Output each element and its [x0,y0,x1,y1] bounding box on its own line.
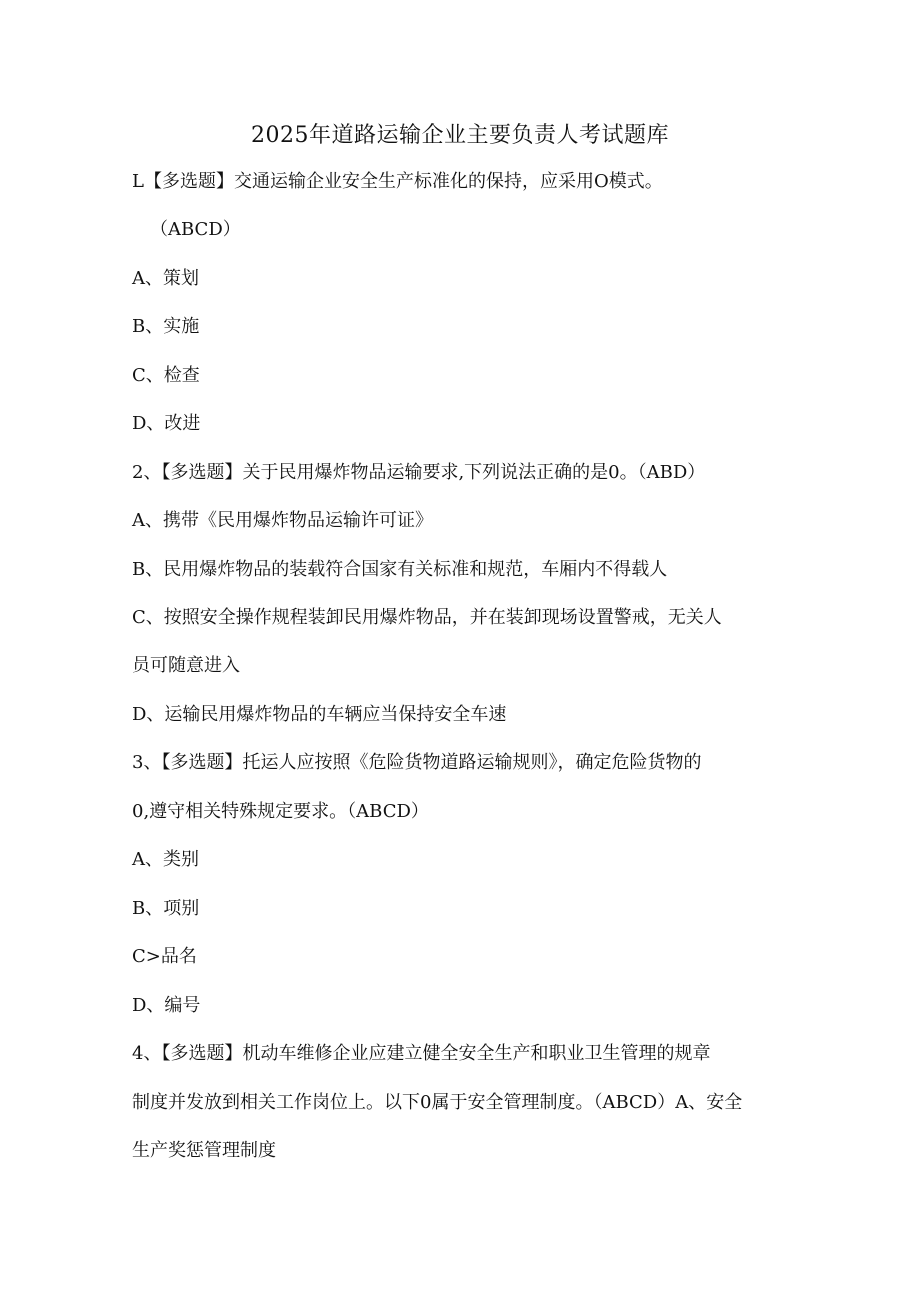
question-1-answer: （ABCD） [150,219,241,240]
question-2-option-c: C、按照安全操作规程装卸民用爆炸物品，并在装卸现场设置警戒，无关人 [132,607,722,628]
question-2-option-d: D、运输民用爆炸物品的车辆应当保持安全车速 [132,704,507,725]
question-4-text: 4、【多选题】机动车维修企业应建立健全安全生产和职业卫生管理的规章 [132,1043,711,1064]
question-4-text-continued: 制度并发放到相关工作岗位上。以下0属于安全管理制度。（ABCD）A、安全 [132,1092,743,1113]
question-2-option-c-continued: 员可随意进入 [132,655,240,676]
question-3-text-continued: 0,遵守相关特殊规定要求。（ABCD） [132,801,429,822]
question-1-option-c: C、检查 [132,365,200,386]
question-1-text: L【多选题】交通运输企业安全生产标准化的保持，应采用O模式。 [132,171,663,192]
question-3-option-a: A、类别 [132,849,199,870]
question-1-option-a: A、策划 [132,268,199,289]
question-4-text-final: 生产奖惩管理制度 [132,1140,276,1161]
question-3-text: 3、【多选题】托运人应按照《危险货物道路运输规则》，确定危险货物的 [132,752,702,773]
question-3-option-d: D、编号 [132,995,201,1016]
question-2-option-a: A、携带《民用爆炸物品运输许可证》 [132,510,433,531]
question-3-option-c: C>品名 [132,946,197,967]
document-title: 2025年道路运输企业主要负责人考试题库 [251,123,669,148]
question-2-option-b: B、民用爆炸物品的装载符合国家有关标准和规范，车厢内不得载人 [132,559,668,580]
question-1-option-b: B、实施 [132,316,200,337]
question-2-text: 2、【多选题】关于民用爆炸物品运输要求,下列说法正确的是0。（ABD） [132,462,706,483]
question-1-option-d: D、改进 [132,413,201,434]
question-3-option-b: B、项别 [132,898,200,919]
